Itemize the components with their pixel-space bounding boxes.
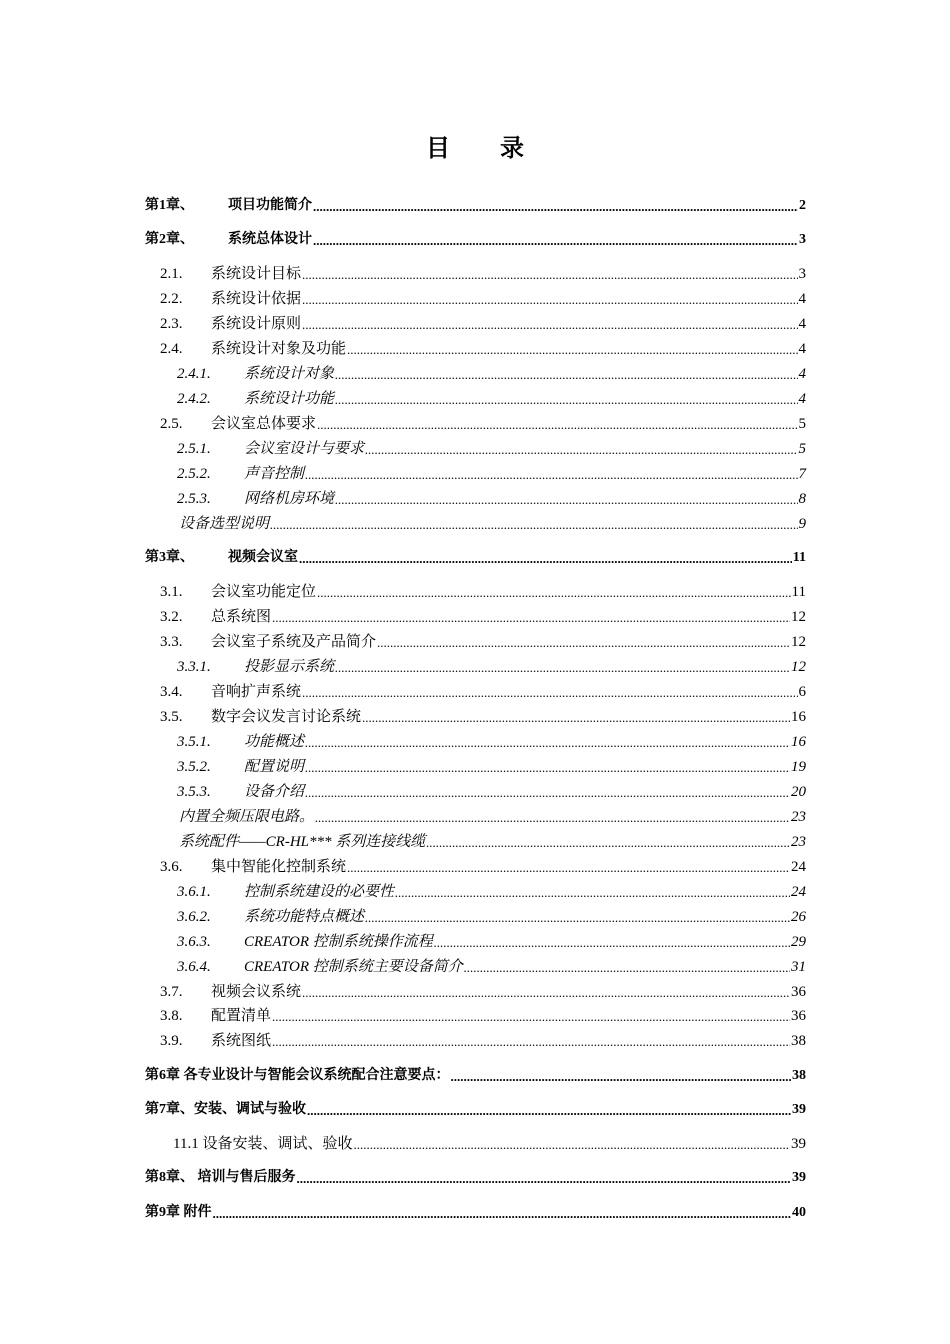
toc-entry[interactable]: [160, 682, 806, 702]
toc-number: 2.3.: [160, 316, 183, 332]
toc-leader: [347, 339, 797, 359]
toc-title: 系统总体设计: [228, 232, 312, 247]
toc-page: 4: [798, 316, 806, 332]
toc-leader: [335, 389, 797, 409]
toc-number: 3.5.2.: [177, 759, 211, 775]
toc-number: 第2章、: [145, 232, 194, 247]
toc-leader: [365, 439, 797, 459]
toc-title: 集中智能化控制系统: [211, 859, 347, 875]
toc-leader: [317, 582, 791, 602]
toc-entry[interactable]: [160, 857, 806, 877]
toc-title: 系统配件——CR-HL*** 系列连接线缆: [179, 834, 426, 850]
toc-page: 29: [791, 934, 806, 950]
toc-leader: [335, 489, 797, 509]
toc-title: 控制系统建设的必要性: [244, 884, 395, 900]
toc-page: 36: [791, 1008, 806, 1024]
toc-title: 第6章 各专业设计与智能会议系统配合注意要点：: [145, 1068, 450, 1083]
toc-title: 系统设计目标: [211, 266, 302, 282]
toc-title: 会议室总体要求: [211, 416, 317, 432]
toc-page: 23: [791, 834, 806, 850]
toc-entry[interactable]: [177, 957, 806, 977]
toc-title: 系统功能特点概述: [244, 909, 365, 925]
toc-page: 16: [791, 734, 806, 750]
toc-leader: [297, 1168, 792, 1188]
toc-number: 3.6.2.: [177, 909, 211, 925]
toc-number: 3.5.: [160, 709, 183, 725]
toc-entry-chapter-6[interactable]: [145, 1066, 806, 1086]
toc-page: 8: [798, 491, 806, 507]
toc-number: 第3章、: [145, 550, 194, 565]
toc-page: 5: [798, 416, 806, 432]
toc-page: 12: [791, 609, 806, 625]
toc-number: 3.4.: [160, 684, 183, 700]
toc-leader: [313, 230, 798, 250]
toc-entry[interactable]: [160, 1006, 806, 1026]
toc-title: 内置全频压限电路。: [179, 809, 315, 825]
toc-title: 视频会议系统: [211, 984, 302, 1000]
toc-page: 24: [791, 859, 806, 875]
toc-number: 3.6.3.: [177, 934, 211, 950]
toc-page: 7: [798, 466, 806, 482]
toc-entry[interactable]: [160, 632, 806, 652]
toc-page: 4: [798, 366, 806, 382]
toc-entry-chapter-3[interactable]: [145, 548, 806, 568]
toc-page: 24: [791, 884, 806, 900]
toc-number: 2.5.3.: [177, 491, 211, 507]
toc-page: 12: [791, 659, 806, 675]
toc-number: 2.5.2.: [177, 466, 211, 482]
toc-leader: [377, 632, 790, 652]
toc-entry[interactable]: [177, 732, 806, 752]
toc-page: 16: [791, 709, 806, 725]
toc-page: 39: [792, 1170, 806, 1185]
toc-entry[interactable]: [177, 364, 806, 384]
toc-page: 9: [798, 516, 806, 532]
toc-title: 设备介绍: [244, 784, 305, 800]
toc-leader: [299, 548, 792, 568]
toc-title: 系统设计原则: [211, 316, 302, 332]
toc-leader: [270, 514, 797, 534]
toc-leader: [362, 707, 790, 727]
toc-leader: [335, 657, 790, 677]
toc-entry[interactable]: [177, 882, 806, 902]
toc-title: 数字会议发言讨论系统: [211, 709, 362, 725]
toc-number: 3.7.: [160, 984, 183, 1000]
toc-entry-chapter-9[interactable]: [145, 1203, 806, 1223]
toc-title: 系统设计依据: [211, 291, 302, 307]
toc-title: 总系统图: [211, 609, 272, 625]
toc-entry[interactable]: [177, 907, 806, 927]
toc-leader: [305, 757, 790, 777]
toc-leader: [307, 1100, 791, 1120]
toc-entry[interactable]: [160, 607, 806, 627]
toc-title: 功能概述: [244, 734, 305, 750]
toc-leader: [305, 782, 790, 802]
toc-number: 3.1.: [160, 584, 183, 600]
toc-page: 40: [792, 1205, 806, 1220]
toc-number: 3.3.: [160, 634, 183, 650]
toc-page: 3: [798, 266, 806, 282]
toc-leader: [302, 314, 797, 334]
toc-page: 39: [792, 1102, 806, 1117]
toc-number: 2.1.: [160, 266, 183, 282]
toc-title: 系统设计对象: [244, 366, 335, 382]
toc-number: 3.5.3.: [177, 784, 211, 800]
toc-page: 31: [791, 959, 806, 975]
toc-leader: [317, 414, 797, 434]
toc-title: CREATOR 控制系统操作流程: [244, 934, 433, 950]
toc-entry[interactable]: [179, 514, 806, 534]
toc-number: 3.9.: [160, 1033, 183, 1049]
toc-leader: [395, 882, 790, 902]
toc-entry[interactable]: [160, 289, 806, 309]
toc-number: 3.2.: [160, 609, 183, 625]
toc-entry[interactable]: [177, 932, 806, 952]
toc-entry[interactable]: [160, 982, 806, 1002]
toc-title: 会议室子系统及产品简介: [211, 634, 377, 650]
toc-entry-chapter-7[interactable]: [145, 1100, 806, 1120]
toc-title: 配置清单: [211, 1008, 272, 1024]
toc-title: 视频会议室: [228, 550, 298, 565]
toc-entry[interactable]: [179, 832, 806, 852]
toc-title: 系统设计功能: [244, 391, 335, 407]
toc-page: 38: [791, 1033, 806, 1049]
toc-title: 11.1 设备安装、调试、验收: [173, 1136, 353, 1152]
toc-page: 2: [799, 198, 806, 213]
toc-title: 网络机房环境: [244, 491, 335, 507]
toc-leader: [335, 364, 797, 384]
toc-number: 2.5.1.: [177, 441, 211, 457]
toc-leader: [451, 1066, 792, 1086]
toc-title: 设备选型说明: [179, 516, 270, 532]
toc-entry[interactable]: [177, 657, 806, 677]
toc-entry[interactable]: [177, 489, 806, 509]
toc-number: 2.4.2.: [177, 391, 211, 407]
toc-entry[interactable]: [179, 807, 806, 827]
toc-entry[interactable]: [160, 314, 806, 334]
toc-entry[interactable]: [160, 582, 806, 602]
toc-number: 2.5.: [160, 416, 183, 432]
toc-entry[interactable]: [160, 339, 806, 359]
toc-leader: [315, 807, 790, 827]
toc-leader: [464, 957, 790, 977]
toc-title: 音响扩声系统: [211, 684, 302, 700]
toc-leader: [347, 857, 790, 877]
toc-page: 5: [798, 441, 806, 457]
toc-page: 38: [792, 1068, 806, 1083]
toc-page: 11: [792, 550, 806, 565]
toc-page: 12: [791, 634, 806, 650]
toc-title: CREATOR 控制系统主要设备简介: [244, 959, 463, 975]
toc-title: 系统图纸: [211, 1033, 272, 1049]
toc-leader: [434, 932, 790, 952]
toc-title: 第7章、安装、调试与验收: [145, 1102, 306, 1117]
toc-title: 项目功能简介: [228, 198, 312, 213]
toc-page: 11: [791, 584, 806, 600]
toc-page: 39: [791, 1136, 806, 1152]
toc-leader: [365, 907, 790, 927]
toc-entry[interactable]: [177, 757, 806, 777]
toc-title: 第9章 附件: [145, 1205, 212, 1220]
toc-number: 第1章、: [145, 198, 194, 213]
toc-page: 6: [798, 684, 806, 700]
toc-number: 2.4.: [160, 341, 183, 357]
toc-page: 26: [791, 909, 806, 925]
toc-entry[interactable]: [177, 439, 806, 459]
toc-leader: [213, 1203, 792, 1223]
toc-title: 会议室设计与要求: [244, 441, 365, 457]
toc-page: 20: [791, 784, 806, 800]
toc-entry[interactable]: [177, 464, 806, 484]
toc-leader: [426, 832, 790, 852]
toc-page: 19: [791, 759, 806, 775]
toc-number: 3.6.1.: [177, 884, 211, 900]
toc-leader: [302, 982, 790, 1002]
toc-leader: [313, 196, 798, 216]
toc-page: 4: [798, 391, 806, 407]
toc-entry-chapter-1[interactable]: [145, 196, 806, 216]
toc-leader: [272, 1006, 790, 1026]
toc-title: 配置说明: [244, 759, 305, 775]
toc-leader: [353, 1134, 790, 1154]
toc-title: 第8章、 培训与售后服务: [145, 1170, 296, 1185]
toc-entry[interactable]: [160, 707, 806, 727]
toc-entry[interactable]: [177, 389, 806, 409]
toc-leader: [272, 1031, 790, 1051]
toc-number: 3.8.: [160, 1008, 183, 1024]
toc-number: 3.6.4.: [177, 959, 211, 975]
toc-number: 3.3.1.: [177, 659, 211, 675]
toc-entry[interactable]: [173, 1134, 806, 1154]
page-title: 目 录: [426, 136, 546, 162]
toc-number: 2.2.: [160, 291, 183, 307]
toc-page: 23: [791, 809, 806, 825]
toc-entry-chapter-8[interactable]: [145, 1168, 806, 1188]
toc-leader: [302, 289, 797, 309]
toc-entry[interactable]: [160, 1031, 806, 1051]
toc-leader: [302, 264, 797, 284]
toc-title: 系统设计对象及功能: [211, 341, 347, 357]
toc-number: 2.4.1.: [177, 366, 211, 382]
toc-title: 声音控制: [244, 466, 305, 482]
toc-leader: [302, 682, 797, 702]
toc-page: 4: [798, 341, 806, 357]
toc-number: 3.6.: [160, 859, 183, 875]
toc-leader: [305, 732, 790, 752]
toc-entry-chapter-2[interactable]: [145, 230, 806, 250]
toc-number: 3.5.1.: [177, 734, 211, 750]
toc-title: 投影显示系统: [244, 659, 335, 675]
toc-page: 3: [799, 232, 806, 247]
toc-entry[interactable]: [177, 782, 806, 802]
toc-page: 36: [791, 984, 806, 1000]
toc-page: 4: [798, 291, 806, 307]
toc-leader: [272, 607, 790, 627]
toc-title: 会议室功能定位: [211, 584, 317, 600]
toc-leader: [305, 464, 797, 484]
toc-entry[interactable]: [160, 414, 806, 434]
toc-entry[interactable]: [160, 264, 806, 284]
